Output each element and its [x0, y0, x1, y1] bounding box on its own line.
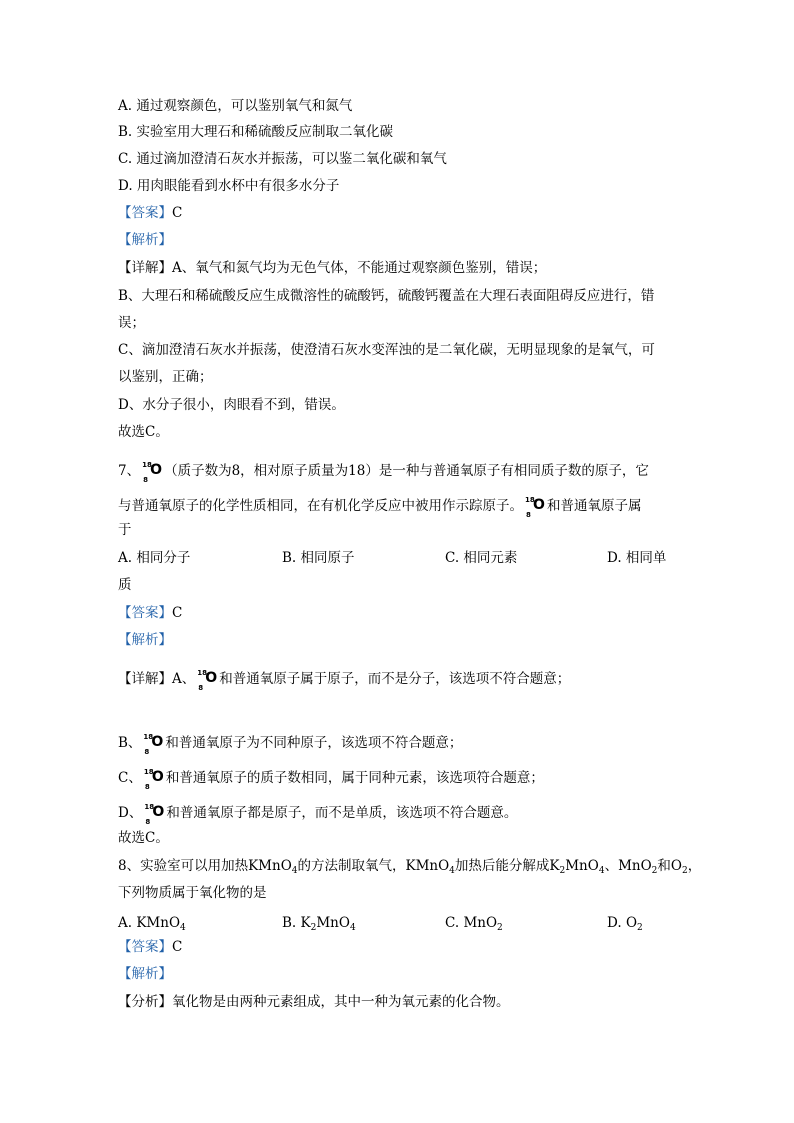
detail-tag: 【详解】	[118, 260, 172, 276]
q7-detail-b: B、 18 8 O 和普通氧原子为不同种原子，该选项不符合题意；	[118, 733, 463, 756]
q7-number: 7、	[118, 463, 141, 479]
q7-option-a: A. 相同分子	[118, 550, 191, 566]
answer-value: C	[172, 605, 183, 621]
oxygen-18-isotope-symbol: 18 8 O	[143, 733, 164, 756]
answer-tag: 【答案】	[118, 205, 172, 221]
q6-detail-a: 【详解】A、氧气和氮气均为无色气体，不能通过观察颜色鉴别，错误；	[118, 260, 547, 276]
q7-option-b: B. 相同原子	[282, 550, 355, 566]
q6-option-b: B. 实验室用大理石和稀硫酸反应制取二氧化碳	[118, 124, 394, 140]
q7-answer-line	[118, 603, 182, 623]
q8-option-b: B. $K_2MnO_4$	[282, 915, 356, 933]
q6-conclusion: 故选C。	[118, 424, 169, 440]
answer-tag: 【答案】	[118, 605, 172, 621]
oxygen-18-isotope-symbol: 18 8 O	[197, 669, 218, 692]
q8-analysis-tag: 【解析】	[118, 966, 172, 982]
detail-tag: 【详解】	[118, 671, 172, 687]
q6-detail-b-line2: 误；	[118, 315, 145, 331]
answer-value: C	[172, 205, 183, 221]
q7-detail-c: C、 18 8 O 和普通氧原子的质子数相同，属于同种元素，该选项符合题意；	[118, 768, 544, 791]
answer-value: C	[172, 939, 183, 955]
q7-detail-a: 【详解】A、 18 8 O 和普通氧原子属于原子，而不是分子，该选项不符合题意；	[118, 669, 571, 692]
q8-number: 8、	[118, 858, 141, 874]
q7-stem-line3: 于	[118, 522, 132, 538]
q6-detail-c-line1: C、滴加澄清石灰水并振荡，使澄清石灰水变浑浊的是二氧化碳，无明显现象的是氧气，可	[118, 342, 655, 358]
q6-detail-b-line1: B、大理石和稀硫酸反应生成微溶性的硫酸钙，硫酸钙覆盖在大理石表面阻碍反应进行，错	[118, 288, 655, 304]
q8-answer-line	[118, 937, 182, 957]
q6-option-a: A. 通过观察颜色，可以鉴别氧气和氮气	[118, 98, 353, 114]
q8-option-c: C. MnO$_2$	[445, 915, 503, 933]
oxygen-18-isotope-symbol: 18 8 O	[142, 461, 162, 484]
q6-option-c: C. 通过滴加澄清石灰水并振荡，可以鉴二氧化碳和氧气	[118, 151, 447, 167]
q6-detail-c-line2: 以鉴别，正确；	[118, 369, 213, 385]
q8-option-d: D. $O_2$	[607, 915, 643, 933]
q7-analysis-tag: 【解析】	[118, 632, 172, 648]
q7-detail-d: D、 18 8 O 和普通氧原子都是原子，而不是单质，该选项不符合题意。	[118, 803, 518, 826]
q8-stem-line1: 8、实验室可以用加热KMnO$_4$的方法制取氧气，KMnO$_4$加热后能分解成$K_2MnO_4$、MnO$_2$和$O_2$，	[118, 858, 702, 876]
q6-option-d: D. 用肉眼能看到水杯中有很多水分子	[118, 178, 340, 194]
fenxi-tag: 【分析】	[118, 994, 172, 1010]
oxygen-18-isotope-symbol: 18 8 O	[525, 496, 545, 519]
q6-detail-d: D、水分子很小，肉眼看不到，错误。	[118, 397, 345, 413]
q7-option-d-wrap: 质	[118, 577, 132, 593]
oxygen-18-isotope-symbol: 18 8 O	[143, 768, 164, 791]
q7-option-c: C. 相同元素	[445, 550, 518, 566]
q7-stem-line2: 与普通氧原子的化学性质相同，在有机化学反应中被用作示踪原子。 18 8 O 和普通氧原子属	[118, 496, 642, 519]
oxygen-18-isotope-symbol: 18 8 O	[144, 803, 165, 826]
q8-option-a: A. KMnO$_4$	[118, 915, 186, 933]
answer-tag: 【答案】	[118, 939, 172, 955]
q7-option-d: D. 相同单	[607, 550, 667, 566]
q6-analysis-tag: 【解析】	[118, 232, 172, 248]
q7-conclusion: 故选C。	[118, 830, 169, 846]
q8-fenxi: 【分析】氧化物是由两种元素组成，其中一种为氧元素的化合物。	[118, 994, 510, 1010]
q8-stem-line2: 下列物质属于氧化物的是	[118, 885, 267, 901]
q6-answer-line	[118, 203, 182, 223]
q7-stem-line1: 7、 18 8 O （质子数为8，相对原子质量为18）是一种与普通氧原子有相同质子数的原子，它	[118, 461, 649, 484]
